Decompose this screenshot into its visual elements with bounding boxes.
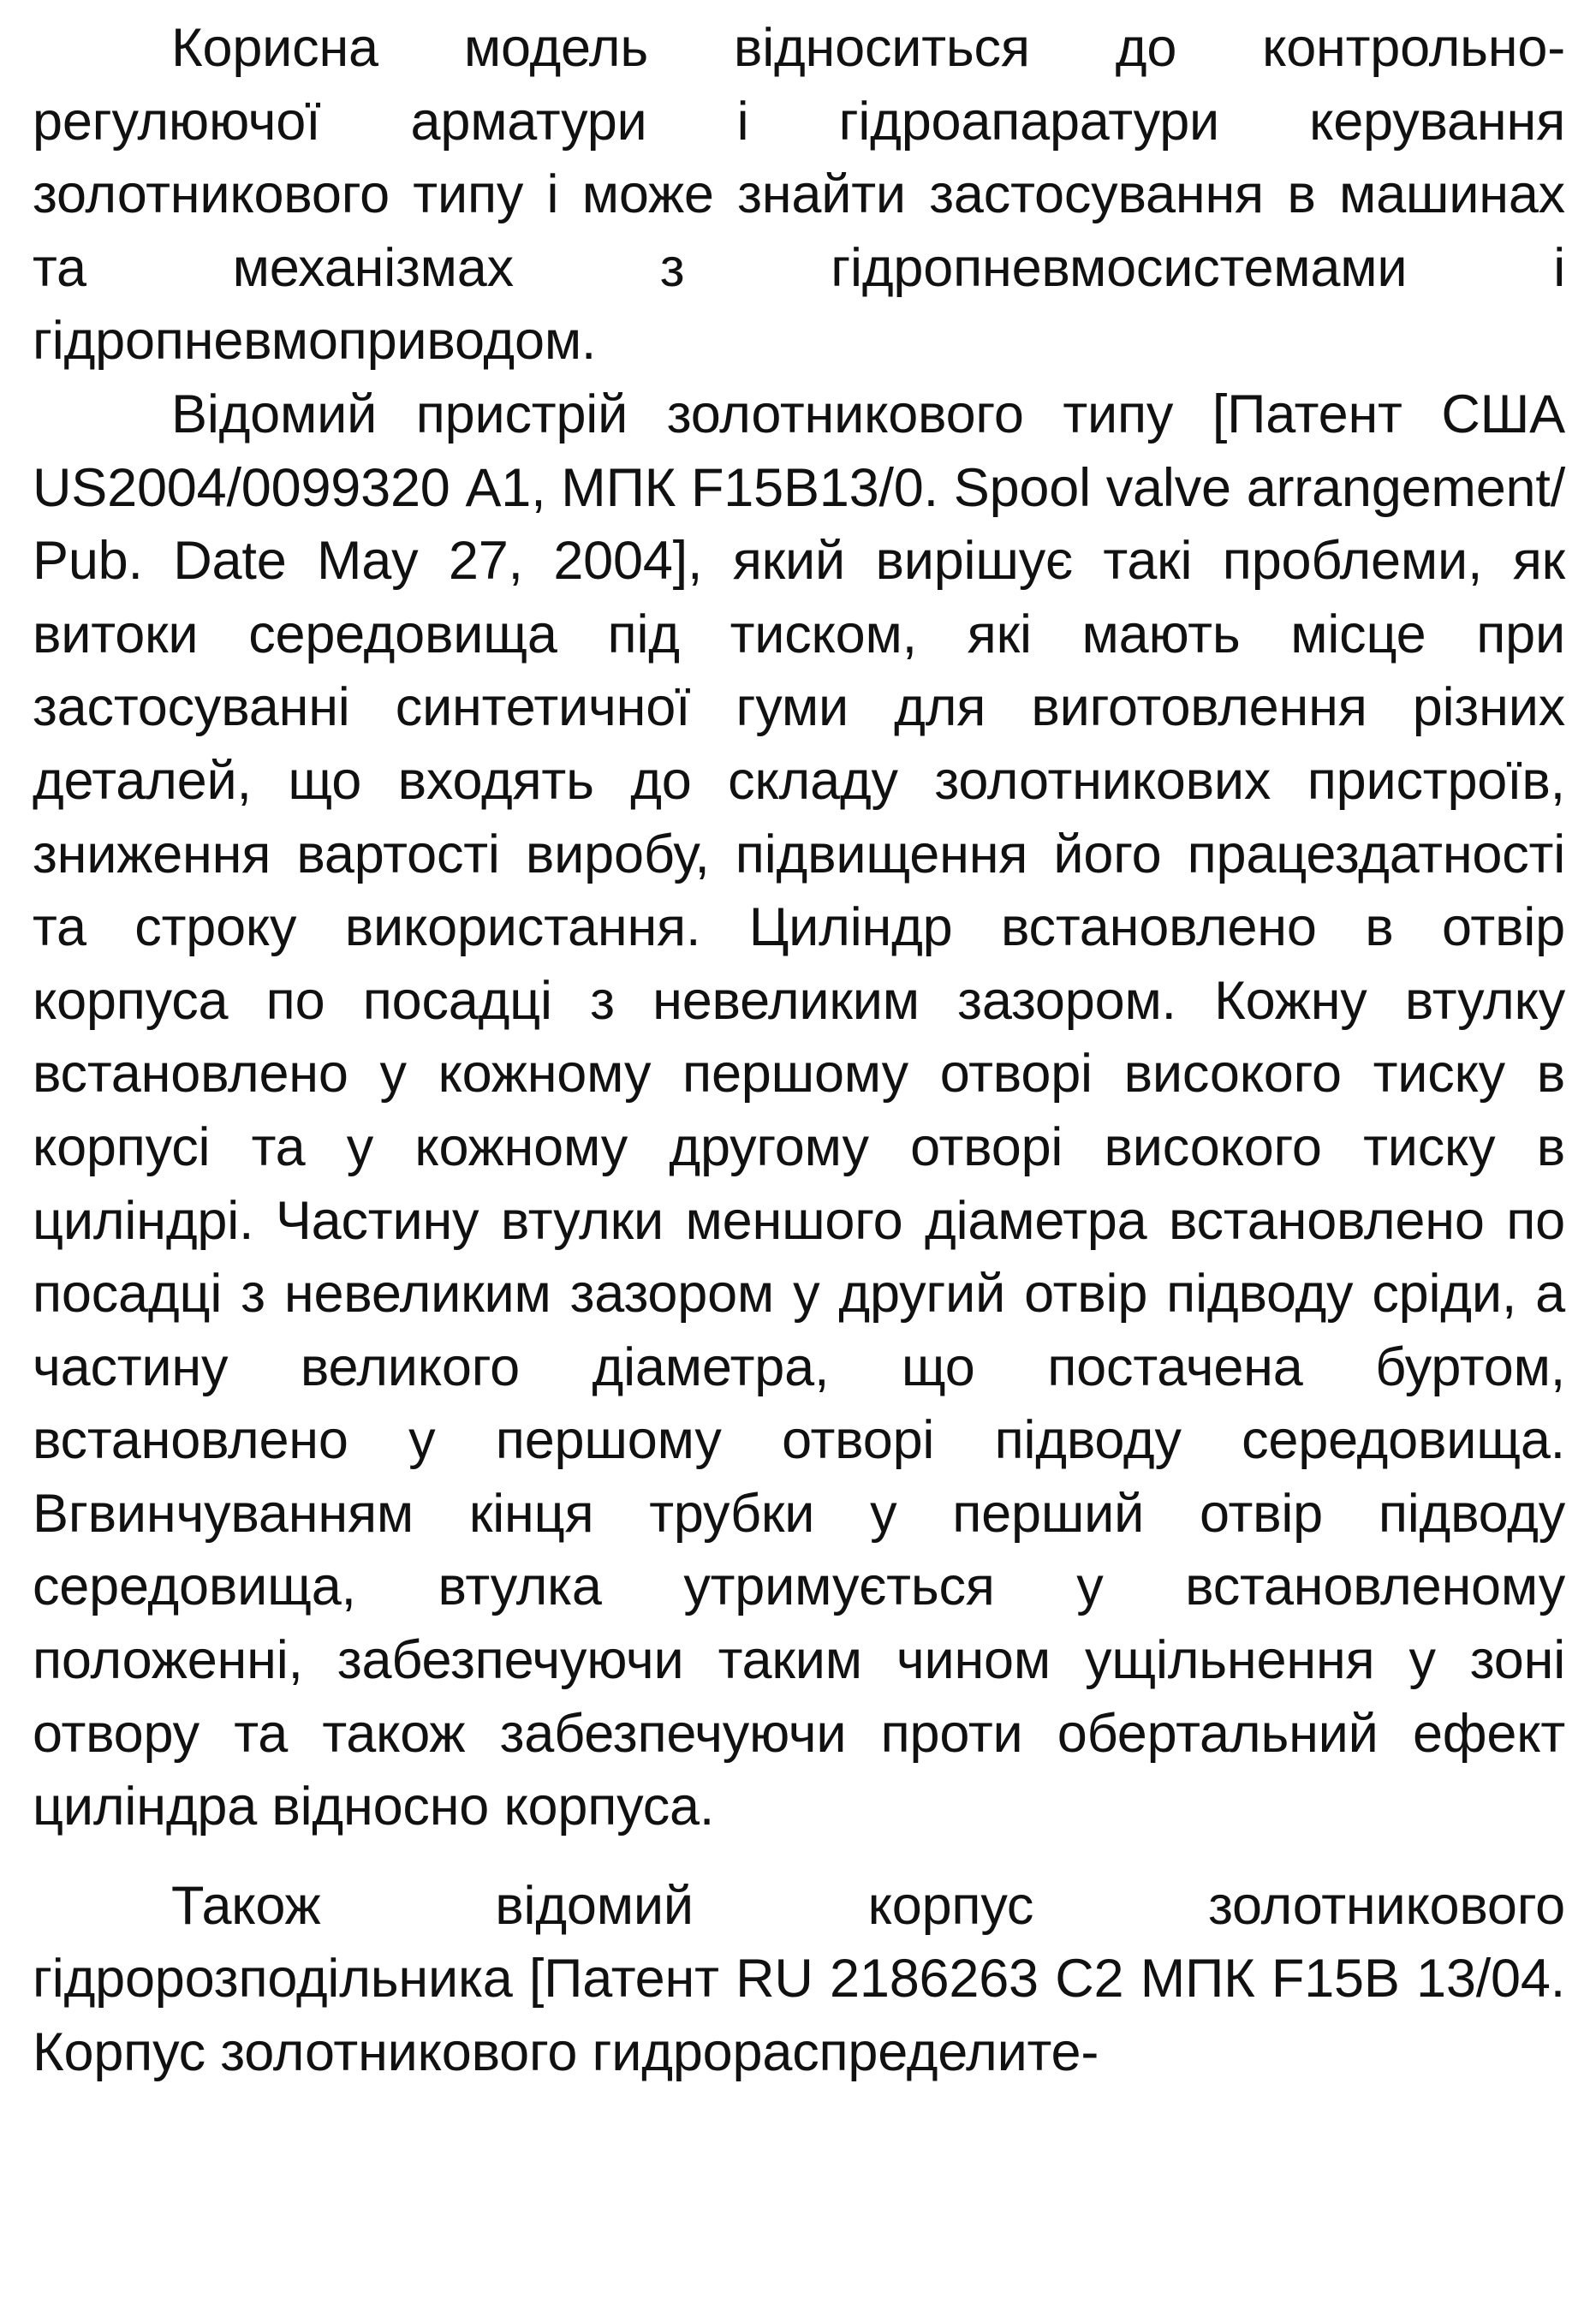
paragraph-3: Також відомий корпус золотникового гідророзподільника [Патент RU 2186263 C2 МПК F15B 13/04. Корпус золотникового гидрораспределите- — [33, 1875, 1565, 2083]
paragraph-2: Відомий пристрій золотникового типу [Патент США US2004/0099320 А1, МПК F15B13/0. Spool valve arrangement/ Pub. Date May 27, 2004], який вирішує такі проблеми, як витоки середовища під тиском, які мають місце при застосуванні синтетичної гуми для виготовлення різних деталей, що входять до складу золотникових пристроїв, зниження вартості виробу, підвищення його працездатності та строку використання. Циліндр встановлено в отвір корпуса по посадці з невеликим зазором. Кожну втулку встановлено у кожному першому отворі високого тиску в корпусі та у кожному другому отворі високого тиску в циліндрі. Частину втулки меншого діаметра встановлено по посадці з невеликим зазором у другий отвір підводу сріди, а частину великого діаметра, що постачена буртом, встановлено у першому отворі підводу середовища. Вгвинчуванням кінця трубки у перший отвір підводу середовища, втулка утримується у встановленому положенні, забезпечуючи таким чином ущільнення у зоні отвору та також забезпечуючи проти обертальний ефект циліндра відносно корпуса. — [33, 384, 1565, 1837]
document-page — [33, 12, 1565, 2090]
paragraph-1: Корисна модель відноситься до контрольно-регулюючої арматури і гідроапаратури керування золотникового типу і може знайти застосування в машинах та механізмах з гідропневмосистемами і гідропневмоприводом. — [33, 18, 1565, 372]
